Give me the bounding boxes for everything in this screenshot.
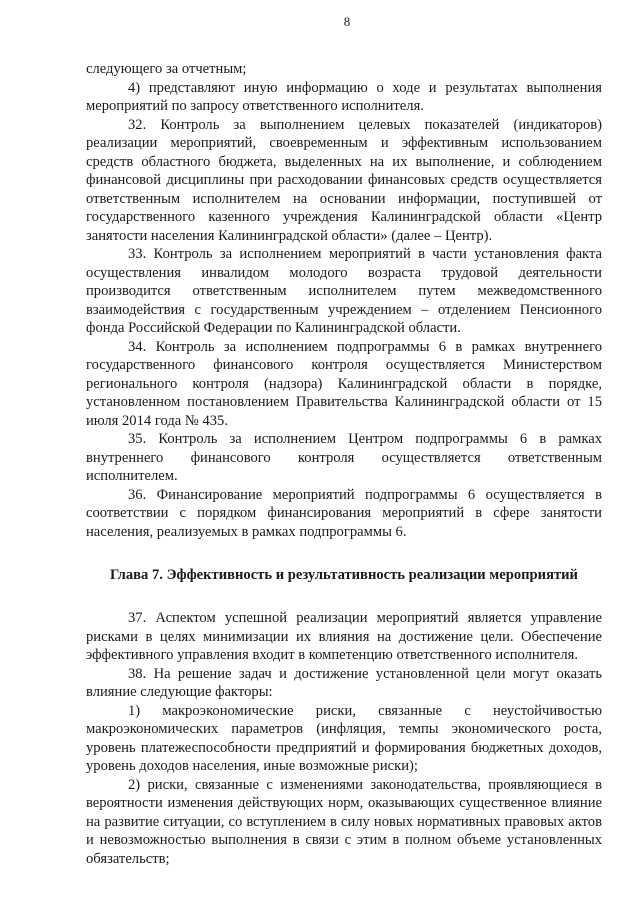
paragraph-35: 35. Контроль за исполнением Центром подпрограммы 6 в рамках внутреннего финансового контроля осуществляется ответственным исполнителем.: [86, 431, 602, 484]
paragraph-34: 34. Контроль за исполнением подпрограммы 6 в рамках внутреннего государственного финансового контроля осуществляется Министерством регионального контроля (надзора) Калининградской области в порядке, установленном постановлением Правительства Калининградской области от 15 июля 2014 года № 435.: [86, 338, 602, 429]
paragraph-risk-2: 2) риски, связанные с изменениями законодательства, проявляющиеся в вероятности изменения действующих норм, оказывающих существенное влияние на развитие ситуации, со вступлением в силу новых нормативных правовых актов и невозможностью выполнения в связи с этим в полном объеме установленных обязательств;: [86, 776, 602, 867]
page-number: 8: [343, 14, 351, 29]
paragraph-32: 32. Контроль за выполнением целевых показателей (индикаторов) реализации мероприятий, своевременным и эффективным использованием средств областного бюджета, выделенных на их выполнение, и соблюдением финансовой дисциплины при расходовании финансовых средств осуществляется ответственным исполнителем на основании информации, поступившей от государственного казенного учреждения Калининградской области «Центр занятости населения Калининградской области» (далее – Центр).: [86, 116, 602, 244]
paragraph-33: 33. Контроль за исполнением мероприятий в части установления факта осуществления инвалидом молодого возраста трудовой деятельности производится ответственным исполнителем путем межведомственного взаимодействия с государственным учреждением – отделением Пенсионного фонда Российской Федерации по Калининградской области.: [86, 246, 602, 336]
paragraph-37: 37. Аспектом успешной реализации мероприятий является управление рисками в целях минимизации их влияния на достижение цели. Обеспечение эффективного управления входит в компетенцию ответственного исполнителя.: [86, 610, 602, 663]
paragraph-risk-1: 1) макроэкономические риски, связанные с неустойчивостью макроэкономических параметров (инфляция, темпы экономического роста, уровень платежеспособности предприятий и формирования бюджетных доходов, уровень доходов населения, иные возможные риски);: [86, 702, 602, 774]
paragraph-item-4: 4) представляют иную информацию о ходе и результатах выполнения мероприятий по запросу ответственного исполнителя.: [86, 79, 602, 114]
paragraph-36: 36. Финансирование мероприятий подпрограммы 6 осуществляется в соответствии с порядком финансирования мероприятий в сфере занятости населения, реализуемых в рамках подпрограммы 6.: [86, 486, 602, 540]
paragraph-38: 38. На решение задач и достижение установленной цели могут оказать влияние следующие факторы:: [86, 665, 602, 700]
chapter-heading: Глава 7. Эффективность и результативность реализации мероприятий: [110, 567, 578, 583]
paragraph-continuation: следующего за отчетным;: [86, 61, 247, 77]
